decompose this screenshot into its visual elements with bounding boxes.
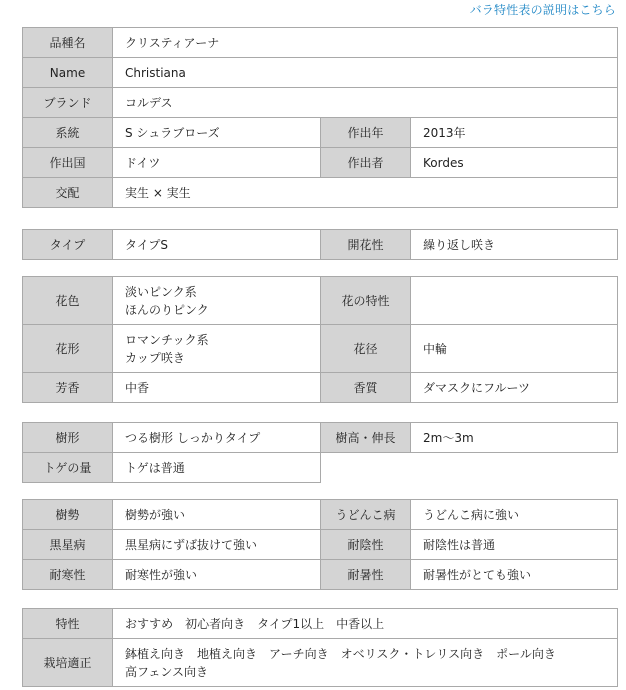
- name-value: Christiana: [113, 58, 618, 88]
- empty-cell: [321, 453, 618, 483]
- flower-size-label: 花径: [321, 325, 411, 373]
- bloom-label: 開花性: [321, 230, 411, 260]
- brand-label: ブランド: [23, 88, 113, 118]
- flower-size-value: 中輪: [411, 325, 618, 373]
- variety-value: クリスティアーナ: [113, 28, 618, 58]
- cold-label: 耐寒性: [23, 560, 113, 590]
- type-label: タイプ: [23, 230, 113, 260]
- fragrance-label: 芳香: [23, 373, 113, 403]
- blackspot-label: 黒星病: [23, 530, 113, 560]
- flower-shape-line: カップ咲き: [125, 350, 185, 365]
- table-row: [23, 28, 618, 58]
- traits-value: おすすめ 初心者向き タイプ1以上 中香以上: [113, 609, 618, 639]
- table-row: [23, 178, 618, 208]
- variety-label: 品種名: [23, 28, 113, 58]
- name-label: Name: [23, 58, 113, 88]
- suitable-value: [113, 639, 618, 687]
- country-value: ドイツ: [113, 148, 321, 178]
- flower-table: [22, 276, 618, 403]
- traits-label: 特性: [23, 609, 113, 639]
- health-table: [22, 499, 618, 590]
- flower-shape-line: ロマンチック系: [125, 332, 209, 347]
- scent-label: 香質: [321, 373, 411, 403]
- flower-color-label: 花色: [23, 277, 113, 325]
- table-row: [23, 148, 618, 178]
- fragrance-value: 中香: [113, 373, 321, 403]
- type-value: タイプS: [113, 230, 321, 260]
- mildew-value: うどんこ病に強い: [411, 500, 618, 530]
- brand-value: コルデス: [113, 88, 618, 118]
- breeder-label: 作出者: [321, 148, 411, 178]
- table-row: [23, 118, 618, 148]
- bloom-value: 繰り返し咲き: [411, 230, 618, 260]
- tree-shape-value: つる樹形 しっかりタイプ: [113, 423, 321, 453]
- table-row: [23, 325, 618, 373]
- basic-info-table: [22, 27, 618, 208]
- tree-table: [22, 422, 618, 483]
- tree-height-value: 2m〜3m: [411, 423, 618, 453]
- table-row: [23, 530, 618, 560]
- flower-trait-value: [411, 277, 618, 325]
- type-table: [22, 229, 618, 260]
- table-row: [23, 88, 618, 118]
- table-row: [23, 609, 618, 639]
- lineage-value: S シュラブローズ: [113, 118, 321, 148]
- table-row: [23, 277, 618, 325]
- rose-spec-help-link[interactable]: バラ特性表の説明はこちら: [469, 3, 616, 17]
- suitable-label: 栽培適正: [23, 639, 113, 687]
- scent-value: ダマスクにフルーツ: [411, 373, 618, 403]
- suitable-line: 鉢植え向き 地植え向き アーチ向き オベリスク・トレリス向き ポール向き: [125, 646, 556, 661]
- flower-color-line: 淡いピンク系: [125, 284, 197, 299]
- thorn-label: トゲの量: [23, 453, 113, 483]
- year-value: 2013年: [411, 118, 618, 148]
- mildew-label: うどんこ病: [321, 500, 411, 530]
- lineage-label: 系統: [23, 118, 113, 148]
- table-row: [23, 639, 618, 687]
- shade-value: 耐陰性は普通: [411, 530, 618, 560]
- flower-shape-value: [113, 325, 321, 373]
- suitable-line: 高フェンス向き: [125, 664, 209, 679]
- thorn-value: トゲは普通: [113, 453, 321, 483]
- tree-shape-label: 樹形: [23, 423, 113, 453]
- flower-trait-label: 花の特性: [321, 277, 411, 325]
- breeder-value: Kordes: [411, 148, 618, 178]
- flower-shape-label: 花形: [23, 325, 113, 373]
- tree-height-label: 樹高・伸長: [321, 423, 411, 453]
- table-row: [23, 373, 618, 403]
- table-row: [23, 500, 618, 530]
- cold-value: 耐寒性が強い: [113, 560, 321, 590]
- cross-label: 交配: [23, 178, 113, 208]
- vigor-label: 樹勢: [23, 500, 113, 530]
- vigor-value: 樹勢が強い: [113, 500, 321, 530]
- table-row: [23, 560, 618, 590]
- features-table: [22, 608, 618, 687]
- heat-label: 耐暑性: [321, 560, 411, 590]
- table-row: [23, 423, 618, 453]
- table-row: [23, 58, 618, 88]
- country-label: 作出国: [23, 148, 113, 178]
- flower-color-value: [113, 277, 321, 325]
- shade-label: 耐陰性: [321, 530, 411, 560]
- year-label: 作出年: [321, 118, 411, 148]
- table-row: [23, 230, 618, 260]
- cross-value: 実生 × 実生: [113, 178, 618, 208]
- heat-value: 耐暑性がとても強い: [411, 560, 618, 590]
- table-row: [23, 453, 618, 483]
- flower-color-line: ほんのりピンク: [125, 302, 209, 317]
- blackspot-value: 黒星病にずば抜けて強い: [113, 530, 321, 560]
